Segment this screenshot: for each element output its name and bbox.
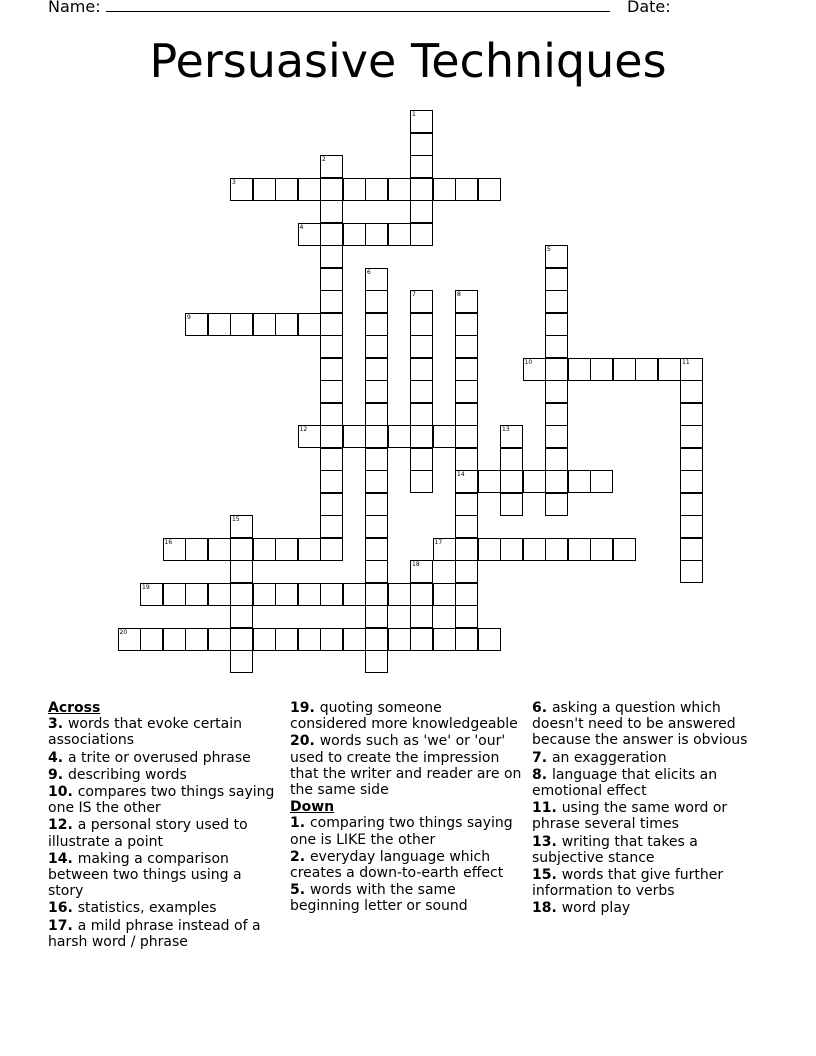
- clue-label: 11.: [532, 800, 562, 817]
- clue-label: 8.: [532, 766, 552, 783]
- crossword-cell[interactable]: [455, 493, 478, 516]
- crossword-cell[interactable]: [140, 628, 163, 651]
- crossword-cell[interactable]: [455, 335, 478, 358]
- crossword-cell[interactable]: [365, 650, 388, 673]
- across-clue: [48, 716, 278, 748]
- clue-label: 15.: [532, 867, 562, 884]
- clue-text: words that give further information to verbs: [532, 867, 724, 900]
- crossword-cell[interactable]: [455, 290, 478, 313]
- clue-label: 13.: [532, 833, 562, 850]
- crossword-cell[interactable]: [613, 538, 636, 561]
- crossword-cell[interactable]: [568, 470, 591, 493]
- crossword-cell[interactable]: [455, 403, 478, 426]
- crossword-cell[interactable]: [365, 268, 388, 291]
- crossword-cell[interactable]: [455, 178, 478, 201]
- crossword-cell[interactable]: [208, 628, 231, 651]
- clue-text: an exaggeration: [551, 749, 667, 766]
- crossword-cell[interactable]: [680, 470, 703, 493]
- crossword-cell[interactable]: [478, 178, 501, 201]
- crossword-cell[interactable]: [545, 425, 568, 448]
- clue-text: making a comparison between two things using a story: [48, 850, 242, 900]
- clue-text: a personal story used to illustrate a point: [48, 817, 248, 850]
- clue-label: 6.: [532, 700, 552, 716]
- crossword-cell[interactable]: [680, 358, 703, 381]
- across-clue: [290, 733, 522, 798]
- crossword-cell[interactable]: [320, 583, 343, 606]
- clue-number: 20: [119, 628, 128, 636]
- across-clue: [48, 750, 278, 766]
- crossword-cell[interactable]: [658, 358, 681, 381]
- crossword-cell[interactable]: [253, 538, 276, 561]
- clue-number: 1: [412, 111, 416, 118]
- down-clue: [532, 700, 772, 749]
- crossword-cell[interactable]: [320, 380, 343, 403]
- crossword-cell[interactable]: [568, 538, 591, 561]
- crossword-cell[interactable]: [545, 380, 568, 403]
- crossword-cell[interactable]: [635, 358, 658, 381]
- crossword-cell[interactable]: [410, 155, 433, 178]
- crossword-cell[interactable]: [500, 493, 523, 516]
- crossword-cell[interactable]: [320, 493, 343, 516]
- clue-number: 2: [322, 156, 326, 163]
- crossword-cell[interactable]: [365, 313, 388, 336]
- crossword-cell[interactable]: [320, 200, 343, 223]
- clue-text: asking a question which doesn't need to be answered because the answer is obvious: [532, 700, 748, 749]
- clue-text: a trite or overused phrase: [67, 749, 251, 766]
- crossword-cell[interactable]: [365, 178, 388, 201]
- clue-text: quoting someone considered more knowledgeable: [290, 700, 518, 733]
- crossword-cell[interactable]: [545, 470, 568, 493]
- clue-number: 5: [547, 246, 551, 253]
- crossword-cell[interactable]: [320, 245, 343, 268]
- across-clue: [48, 817, 278, 849]
- crossword-cell[interactable]: [320, 290, 343, 313]
- clue-text: language that elicits an emotional effect: [532, 766, 718, 800]
- crossword-cell[interactable]: [140, 583, 163, 606]
- crossword-cell[interactable]: [253, 583, 276, 606]
- across-clue: [48, 918, 278, 950]
- crossword-cell[interactable]: [275, 313, 298, 336]
- crossword-cell[interactable]: [455, 538, 478, 561]
- crossword-cell[interactable]: [365, 335, 388, 358]
- clue-label: 3.: [48, 716, 68, 733]
- crossword-cell[interactable]: [320, 448, 343, 471]
- crossword-cell[interactable]: [298, 538, 321, 561]
- crossword-cell[interactable]: [410, 605, 433, 628]
- down-clue: [532, 750, 772, 766]
- crossword-cell[interactable]: [455, 425, 478, 448]
- crossword-cell[interactable]: [298, 178, 321, 201]
- clue-label: 4.: [48, 749, 68, 766]
- crossword-cell[interactable]: [230, 650, 253, 673]
- crossword-cell[interactable]: [455, 470, 478, 493]
- crossword-cell[interactable]: [388, 223, 411, 246]
- crossword-cell[interactable]: [365, 605, 388, 628]
- crossword-cell[interactable]: [478, 538, 501, 561]
- clue-number: 4: [299, 223, 304, 231]
- clue-number: 13: [502, 426, 510, 433]
- clue-label: 17.: [48, 917, 78, 934]
- crossword-cell[interactable]: [433, 583, 456, 606]
- crossword-cell[interactable]: [343, 628, 366, 651]
- crossword-cell[interactable]: [455, 560, 478, 583]
- crossword-cell[interactable]: [253, 628, 276, 651]
- crossword-cell[interactable]: [275, 628, 298, 651]
- crossword-cell[interactable]: [185, 313, 208, 336]
- crossword-cell[interactable]: [410, 133, 433, 156]
- crossword-cell[interactable]: [365, 515, 388, 538]
- crossword-cell[interactable]: [680, 425, 703, 448]
- crossword-cell[interactable]: [590, 538, 613, 561]
- crossword-cell[interactable]: [410, 470, 433, 493]
- clue-number: 12: [299, 426, 308, 433]
- clue-number: 14: [457, 471, 465, 478]
- crossword-cell[interactable]: [545, 358, 568, 381]
- crossword-cell[interactable]: [613, 358, 636, 381]
- crossword-cell[interactable]: [455, 380, 478, 403]
- clue-text: using the same word or phrase several times: [532, 800, 728, 833]
- crossword-cell[interactable]: [230, 628, 253, 651]
- crossword-cell[interactable]: [230, 605, 253, 628]
- crossword-cell[interactable]: [365, 380, 388, 403]
- clue-label: 20.: [290, 733, 320, 750]
- crossword-cell[interactable]: [545, 335, 568, 358]
- crossword-cell[interactable]: [230, 560, 253, 583]
- clue-number: 18: [412, 561, 420, 568]
- crossword-cell[interactable]: [185, 628, 208, 651]
- clues-column-1: [48, 700, 278, 951]
- crossword-cell[interactable]: [388, 583, 411, 606]
- crossword-cell[interactable]: [455, 448, 478, 471]
- clue-label: 9.: [48, 766, 68, 783]
- crossword-cell[interactable]: [185, 583, 208, 606]
- crossword-cell[interactable]: [410, 380, 433, 403]
- crossword-cell[interactable]: [410, 335, 433, 358]
- crossword-cell[interactable]: [230, 313, 253, 336]
- crossword-cell[interactable]: [680, 403, 703, 426]
- crossword-cell[interactable]: [410, 110, 433, 133]
- crossword-cell[interactable]: [365, 223, 388, 246]
- clue-label: 1.: [290, 815, 310, 832]
- clue-text: a mild phrase instead of a harsh word / phrase: [48, 917, 261, 950]
- crossword-cell[interactable]: [365, 538, 388, 561]
- across-clue: [48, 767, 278, 783]
- crossword-cell[interactable]: [365, 358, 388, 381]
- clue-number: 17: [434, 538, 443, 546]
- crossword-cell[interactable]: [388, 178, 411, 201]
- crossword-cell[interactable]: [365, 628, 388, 651]
- down-clue: [532, 800, 772, 832]
- clue-text: describing words: [67, 766, 187, 783]
- crossword-cell[interactable]: [320, 425, 343, 448]
- crossword-cell[interactable]: [320, 515, 343, 538]
- crossword-cell[interactable]: [500, 470, 523, 493]
- crossword-cell[interactable]: [545, 493, 568, 516]
- crossword-cell[interactable]: [455, 583, 478, 606]
- across-clue: [48, 851, 278, 900]
- crossword-cell[interactable]: [320, 178, 343, 201]
- crossword-cell[interactable]: [523, 538, 546, 561]
- crossword-cell[interactable]: [365, 425, 388, 448]
- crossword-cell[interactable]: [410, 560, 433, 583]
- crossword-cell[interactable]: [388, 425, 411, 448]
- crossword-cell[interactable]: [523, 358, 546, 381]
- clue-text: word play: [561, 900, 631, 917]
- page-title: Persuasive Techniques: [149, 34, 667, 88]
- down-clue: [290, 882, 522, 914]
- crossword-cell[interactable]: [410, 223, 433, 246]
- crossword-cell[interactable]: [455, 605, 478, 628]
- crossword-cell[interactable]: [410, 313, 433, 336]
- clue-label: 5.: [290, 882, 310, 899]
- crossword-cell[interactable]: [208, 313, 231, 336]
- down-clue: [532, 900, 772, 916]
- crossword-cell[interactable]: [320, 268, 343, 291]
- crossword-cell[interactable]: [545, 538, 568, 561]
- crossword-cell[interactable]: [433, 425, 456, 448]
- clue-label: 14.: [48, 850, 78, 867]
- crossword-cell[interactable]: [410, 448, 433, 471]
- clue-number: 19: [142, 583, 150, 591]
- crossword-cell[interactable]: [118, 628, 141, 651]
- clue-text: statistics, examples: [77, 900, 217, 917]
- crossword-cell[interactable]: [343, 583, 366, 606]
- crossword-cell[interactable]: [253, 313, 276, 336]
- crossword-cell[interactable]: [500, 448, 523, 471]
- crossword-cell[interactable]: [388, 628, 411, 651]
- crossword-cell[interactable]: [343, 425, 366, 448]
- crossword-cell[interactable]: [455, 358, 478, 381]
- crossword-cell[interactable]: [163, 628, 186, 651]
- crossword-cell[interactable]: [298, 223, 321, 246]
- crossword-cell[interactable]: [320, 628, 343, 651]
- down-heading: Down: [290, 799, 335, 816]
- crossword-cell[interactable]: [680, 515, 703, 538]
- clue-label: 7.: [532, 749, 552, 766]
- crossword-cell[interactable]: [320, 313, 343, 336]
- clue-number: 6: [367, 268, 371, 276]
- crossword-cell[interactable]: [365, 493, 388, 516]
- clue-label: 16.: [48, 900, 78, 917]
- clue-number: 16: [164, 538, 173, 546]
- crossword-cell[interactable]: [523, 470, 546, 493]
- across-heading: Across: [48, 700, 101, 716]
- crossword-cell[interactable]: [343, 223, 366, 246]
- crossword-cell[interactable]: [433, 178, 456, 201]
- crossword-cell[interactable]: [680, 380, 703, 403]
- crossword-cell[interactable]: [365, 403, 388, 426]
- across-clue: [48, 784, 278, 816]
- clue-text: everyday language which creates a down-to-earth effect: [290, 848, 504, 882]
- clue-label: 12.: [48, 817, 78, 834]
- crossword-cell[interactable]: [343, 178, 366, 201]
- crossword-cell[interactable]: [230, 583, 253, 606]
- crossword-cell[interactable]: [298, 583, 321, 606]
- crossword-cell[interactable]: [320, 403, 343, 426]
- crossword-cell[interactable]: [545, 268, 568, 291]
- crossword-cell[interactable]: [410, 425, 433, 448]
- crossword-cell[interactable]: [275, 538, 298, 561]
- crossword-cell[interactable]: [320, 538, 343, 561]
- down-clue: [532, 767, 772, 799]
- crossword-cell[interactable]: [253, 178, 276, 201]
- crossword-cell[interactable]: [298, 628, 321, 651]
- clue-text: compares two things saying one IS the other: [48, 784, 275, 817]
- down-clue: [532, 867, 772, 899]
- clues-column-3: [532, 700, 772, 918]
- crossword-cell[interactable]: [410, 583, 433, 606]
- crossword-cell[interactable]: [478, 628, 501, 651]
- crossword-cell[interactable]: [320, 155, 343, 178]
- crossword-cell[interactable]: [455, 313, 478, 336]
- crossword-cell[interactable]: [230, 178, 253, 201]
- crossword-cell[interactable]: [433, 628, 456, 651]
- crossword-cell[interactable]: [208, 538, 231, 561]
- crossword-cell[interactable]: [410, 290, 433, 313]
- crossword-cell[interactable]: [410, 178, 433, 201]
- crossword-cell[interactable]: [298, 313, 321, 336]
- clue-text: words such as 'we' or 'our' used to create the impression that the writer and reader are on the same side: [290, 733, 522, 799]
- crossword-cell[interactable]: [680, 448, 703, 471]
- clue-number: 10: [524, 358, 533, 366]
- crossword-cell[interactable]: [478, 470, 501, 493]
- clue-text: writing that takes a subjective stance: [532, 833, 698, 866]
- across-clue: [290, 700, 522, 732]
- crossword-cell[interactable]: [185, 538, 208, 561]
- crossword-cell[interactable]: [320, 223, 343, 246]
- crossword-cell[interactable]: [208, 583, 231, 606]
- crossword-cell[interactable]: [545, 313, 568, 336]
- crossword-cell[interactable]: [545, 245, 568, 268]
- crossword-cell[interactable]: [455, 515, 478, 538]
- crossword-cell[interactable]: [568, 358, 591, 381]
- crossword-cell[interactable]: [433, 538, 456, 561]
- crossword-cell[interactable]: [545, 290, 568, 313]
- crossword-cell[interactable]: [365, 290, 388, 313]
- clues-column-2: [290, 700, 522, 916]
- crossword-cell[interactable]: [410, 628, 433, 651]
- name-label: Name:: [48, 0, 101, 16]
- clue-number: 7: [412, 291, 416, 298]
- crossword-cell[interactable]: [410, 403, 433, 426]
- crossword-cell[interactable]: [590, 358, 613, 381]
- clue-number: 9: [187, 313, 191, 321]
- crossword-cell[interactable]: [320, 358, 343, 381]
- crossword-cell[interactable]: [410, 200, 433, 223]
- clue-label: 10.: [48, 784, 78, 801]
- crossword-cell[interactable]: [320, 470, 343, 493]
- clue-number: 8: [457, 291, 461, 298]
- date-label: Date:: [627, 0, 671, 16]
- crossword-cell[interactable]: [365, 470, 388, 493]
- down-clue: [290, 815, 522, 847]
- clue-label: 19.: [290, 700, 320, 716]
- crossword-cell[interactable]: [410, 358, 433, 381]
- crossword-cell[interactable]: [455, 628, 478, 651]
- crossword-cell[interactable]: [680, 493, 703, 516]
- crossword-cell[interactable]: [500, 538, 523, 561]
- crossword-cell[interactable]: [163, 538, 186, 561]
- clue-number: 11: [682, 358, 690, 366]
- clue-number: 3: [232, 178, 236, 186]
- crossword-cell[interactable]: [545, 448, 568, 471]
- clue-text: words that evoke certain associations: [48, 716, 243, 749]
- clue-label: 2.: [290, 848, 310, 865]
- crossword-cell[interactable]: [230, 538, 253, 561]
- down-clue: [532, 834, 772, 866]
- clue-text: comparing two things saying one is LIKE the other: [290, 815, 513, 848]
- across-clue: [48, 900, 278, 916]
- crossword-cell[interactable]: [680, 538, 703, 561]
- crossword-cell[interactable]: [545, 403, 568, 426]
- crossword-cell[interactable]: [365, 560, 388, 583]
- crossword-cell[interactable]: [500, 425, 523, 448]
- clue-number: 15: [232, 516, 240, 523]
- crossword-cell[interactable]: [365, 583, 388, 606]
- crossword-cell[interactable]: [590, 470, 613, 493]
- crossword-cell[interactable]: [163, 583, 186, 606]
- clue-label: 18.: [532, 900, 562, 917]
- crossword-cell[interactable]: [298, 425, 321, 448]
- clue-text: words with the same beginning letter or sound: [290, 882, 468, 915]
- crossword-cell[interactable]: [275, 583, 298, 606]
- crossword-cell[interactable]: [320, 335, 343, 358]
- crossword-cell[interactable]: [365, 448, 388, 471]
- crossword-cell[interactable]: [680, 560, 703, 583]
- crossword-cell[interactable]: [230, 515, 253, 538]
- crossword-cell[interactable]: [275, 178, 298, 201]
- down-clue: [290, 849, 522, 881]
